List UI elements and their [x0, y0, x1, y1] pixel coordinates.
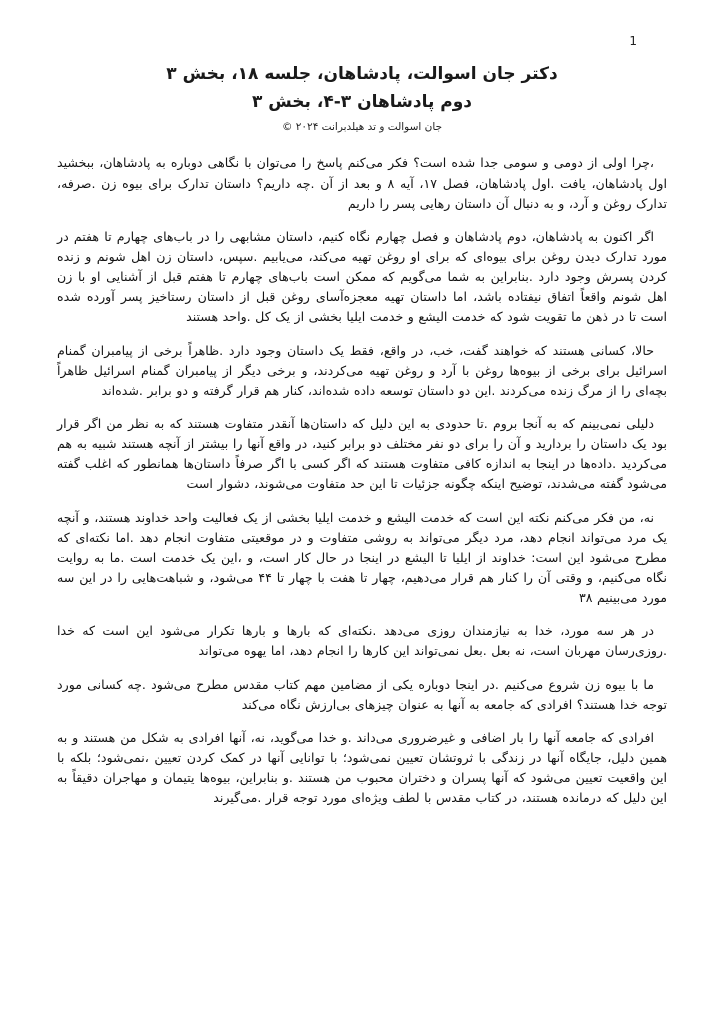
paragraph-5: نه، من فکر می‌کنم نکته این است که خدمت الیشع و خدمت ایلیا بخشی از یک فعالیت واحد خداوند هستند، و آنچه یک مرد می‌تواند انجام دهد، مرد دیگر می‌تواند به روشی متفاوت و در موقعیتی متفاوت انجام دهد .اما نکته‌ای که مطرح می‌شود این است: خداوند از ایلیا تا الیشع در اینجا در حال کار است، و ،این یک خدمت است .ما به روایت نگاه می‌کنیم، و وقتی آن را کنار هم قرار می‌دهیم، چهار تا هفت با چهار تا ۴۴ می‌شود، و شباهت‌هایی را در این سه مورد می‌بینیم ۳۸	[57, 509, 667, 606]
paragraph-8: افرادی که جامعه آنها را بار اضافی و غیرضروری می‌داند .و خدا می‌گوید، نه، آنها افرادی به شکل من هستند و به همین دلیل، جایگاه آنها در زندگی با ثروتشان تعیین نمی‌شود؛ با توانایی آنها در کمک کردن تعیین ،نمی‌شود؛ بلکه با این واقعیت تعیین می‌شود که آنها پسران و دختران محبوب من هستند .و بنابراین، بیوه‌ها یتیمان و مهاجران دقیقاً به این دلیل که درمانده هستند، در کتاب مقدس با لطف ویژه‌ای مورد توجه قرار .می‌گیرند	[57, 729, 667, 806]
paragraph-1: ،چرا اولی از دومی و سومی جدا شده است؟ فکر می‌کنم پاسخ را می‌توان با نگاهی دوباره به پادشاهان، ببخشید اول پادشاهان، یافت .اول پادشاهان، فصل ۱۷، آیه ۸ و بعد از آن .چه داریم؟ داستان تدارک برای بیوه زن .صرفه، تدارک روغن و آرد، و به دنبال آن داستان رهایی پسر را داریم	[57, 155, 667, 211]
copyright-line: جان اسوالت و تد هیلدبرانت ۲۰۲۴ ©	[281, 121, 443, 134]
document-header	[57, 62, 667, 133]
document-body	[57, 153, 667, 808]
paragraph-2: اگر اکنون به پادشاهان، دوم پادشاهان و فصل چهارم نگاه کنیم، داستان مشابهی را در باب‌های چهارم تا هفتم در مورد تدارک دیدن روغن برای بیوه‌ای که برای او روغن تهیه می‌کند، می‌یابیم .سپس، داستان زن اهل شونم و زنده کردن پسرش وجود دارد .بنابراین به شما می‌گویم که ممکن است باب‌های چهارم تا هفتم قبل از آشنایی او با زن اهل شونم واقعاً اتفاق نیفتاده باشد، اما داستان تهیه معجزه‌آسای روغن قبل از داستان رستاخیز پسر آورده شده است تا در ذهن ما تقویت شود که خدمت الیشع و خدمت ایلیا بخشی از یک کل .واحد هستند	[57, 228, 667, 325]
paragraph-3: حالا، کسانی هستند که خواهند گفت، خب، در واقع، فقط یک داستان وجود دارد .ظاهراً برخی از پیامبران گمنام اسرائیل برای برخی از بیوه‌ها روغن با آرد و روغن تهیه می‌کردند، و برخی دیگر از پیامبران گمنام اسرائیل ظاهراً بچه‌ای را از مرگ زنده می‌کردند .این دو داستان توسعه داده شده‌اند، کنار هم قرار گرفته و دو برابر .شده‌اند	[57, 342, 667, 398]
page-number: 1	[629, 34, 637, 48]
paragraph-6: در هر سه مورد، خدا به نیازمندان روزی می‌دهد .نکته‌ای که بارها و بارها تکرار می‌شود این است که خدا .روزی‌رسان مهربان است، نه بعل .بعل نمی‌تواند این کارها را انجام دهد، اما یهوه می‌تواند	[57, 623, 667, 659]
document-title: دکتر جان اسوالت، پادشاهان، جلسه ۱۸، بخش ۳	[166, 64, 558, 84]
document-subtitle: دوم پادشاهان ۳-۴، بخش ۳	[251, 91, 473, 112]
paragraph-4: دلیلی نمی‌بینم که به آنجا بروم .تا حدودی به این دلیل که داستان‌ها آنقدر متفاوت هستند که به نظر من اگر قرار بود یک داستان را بردارید و آن را برای دو نفر مختلف دو برابر کنید، در واقع آنها را بیشتر از آنچه هستند شبیه به هم می‌کردید .داده‌ها در اینجا به اندازه کافی متفاوت هستند که اگر کسی با اگر صرفاً داستان‌ها همانطور که اغلب گفته می‌شود گفته می‌شدند، توضیح اینکه چگونه جزئیات تا این حد متفاوت می‌شوند، دشوار است	[57, 415, 667, 492]
paragraph-7: ما با بیوه زن شروع می‌کنیم .در اینجا دوباره یکی از مضامین مهم کتاب مقدس مطرح می‌شود .چه کسانی مورد توجه خدا هستند؟ افرادی که جامعه به آنها به عنوان چیزهای بی‌ارزش نگاه می‌کند	[57, 676, 667, 712]
